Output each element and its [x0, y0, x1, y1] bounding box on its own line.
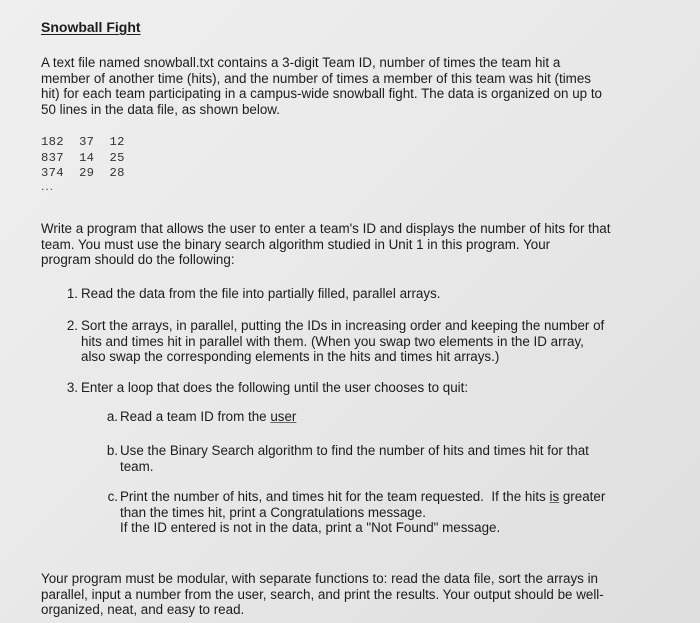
step-text — [81, 286, 441, 302]
step-text — [81, 318, 604, 365]
intro-line: 50 lines in the data file, as shown below. — [41, 101, 280, 117]
step-number: 1. — [66, 286, 78, 301]
ellipsis: ... — [41, 179, 55, 193]
sample-row: 374 29 28 — [41, 166, 125, 180]
substep-line: If the ID entered is not in the data, print a "Not Found" message. — [120, 520, 501, 536]
closing-paragraph — [41, 571, 604, 618]
substep-text — [120, 489, 605, 536]
step-line: also swap the corresponding elements in the hits and times hit arrays.) — [81, 349, 500, 365]
closing-line: organized, neat, and easy to read. — [41, 602, 245, 618]
substep-letter: a. — [106, 409, 118, 424]
step-line: hits and times hit in parallel with them. (When you swap two elements in the ID array, — [81, 333, 584, 349]
task-line: Write a program that allows the user to enter a team's ID and displays the number of hits for that — [41, 221, 611, 236]
step-text — [81, 380, 468, 396]
underlined-word: user — [270, 409, 297, 424]
task-paragraph — [41, 221, 610, 268]
sample-data-block — [41, 135, 125, 182]
closing-line: Your program must be modular, with separate functions to: read the data file, sort the arrays in — [41, 571, 598, 586]
sample-row: 182 37 12 — [41, 135, 125, 149]
substep-line: team. — [120, 458, 154, 474]
substep-text-part: Read a team ID from the — [120, 409, 271, 424]
sample-row: 837 14 25 — [41, 150, 125, 165]
substep-text-part: Print the number of hits, and times hit for the team requested. If the hits — [120, 489, 550, 504]
intro-line: hit) for each team participating in a campus-wide snowball fight. The data is organized on up to — [41, 86, 602, 102]
substep-letter: c. — [107, 489, 118, 504]
substep-text-part: greater — [559, 489, 606, 504]
step-line: Sort the arrays, in parallel, putting the IDs in increasing order and keeping the number of — [81, 318, 605, 333]
task-line: program should do the following: — [41, 252, 235, 268]
underlined-word: is — [549, 489, 560, 504]
substep-letter: b. — [106, 443, 118, 458]
intro-line: A text file named snowball.txt contains a 3-digit Team ID, number of times the team hit a — [41, 55, 561, 70]
substep-line — [120, 489, 605, 505]
document-title: Snowball Fight — [41, 19, 141, 35]
step-line: Enter a loop that does the following until the user chooses to quit: — [81, 380, 469, 395]
substep-text — [120, 409, 296, 425]
substep-line: Use the Binary Search algorithm to find the number of hits and times hit for that — [120, 443, 589, 458]
substep-line: than the times hit, print a Congratulations message. — [120, 504, 426, 520]
task-line: team. You must use the binary search algorithm studied in Unit 1 in this program. Your — [41, 236, 551, 252]
substep-text — [120, 443, 589, 474]
step-line: Read the data from the file into partially filled, parallel arrays. — [81, 286, 441, 301]
intro-paragraph — [41, 55, 602, 117]
step-number: 2. — [66, 318, 78, 333]
step-number: 3. — [66, 380, 78, 395]
intro-line: member of another time (hits), and the number of times a member of this team was hit (times — [41, 70, 591, 86]
closing-line: parallel, input a number from the user, search, and print the results. Your output should be well- — [41, 586, 604, 602]
